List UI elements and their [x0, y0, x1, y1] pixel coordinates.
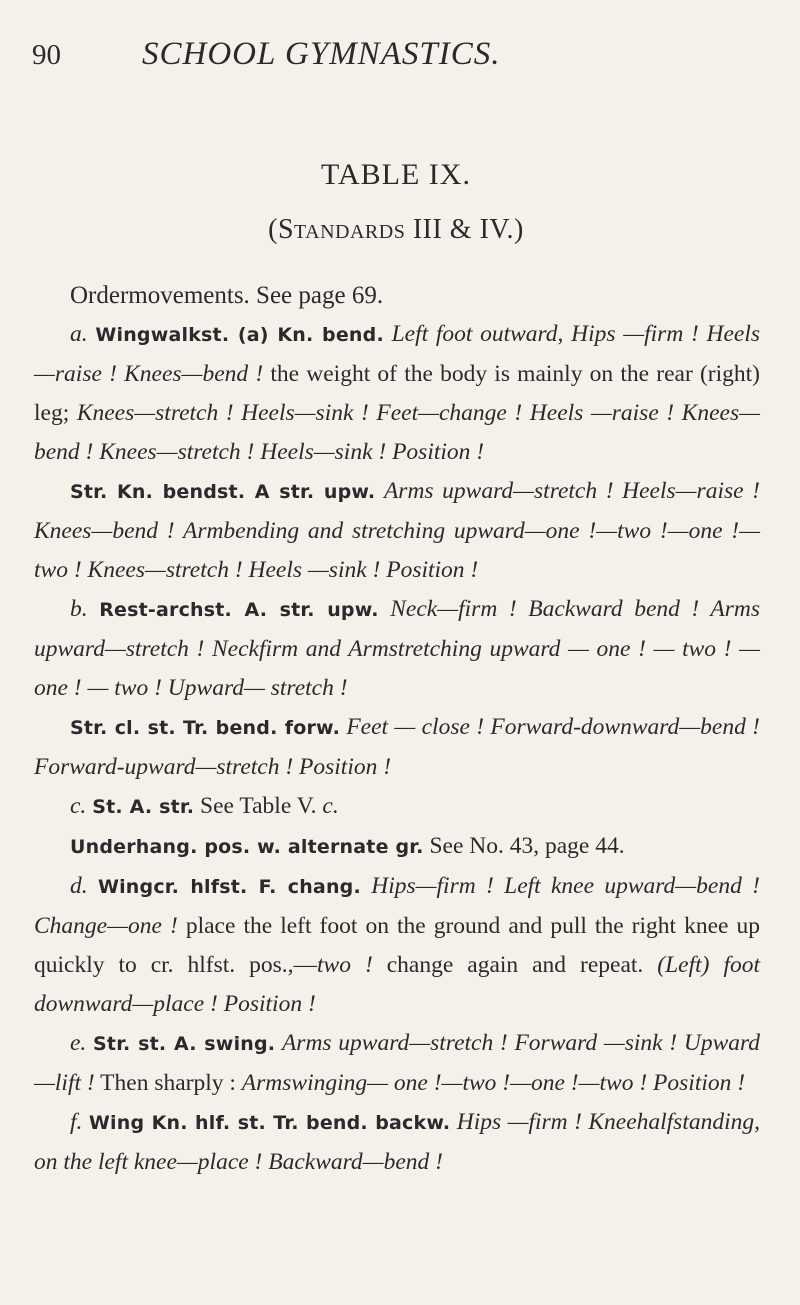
command-c-1: St. A. str. — [92, 796, 195, 818]
reference-c-1: See Table V. — [200, 793, 317, 819]
reference-c-2: See No. 43, page 44. — [429, 833, 625, 859]
paragraph-b — [34, 590, 760, 708]
paragraph-intro — [34, 276, 760, 315]
command-a-1: Wingwalkst. (a) Kn. bend. — [95, 324, 384, 346]
paragraph-c — [34, 787, 760, 827]
section-label-f: f. — [70, 1109, 83, 1135]
instruction-d-2: two ! — [317, 952, 373, 978]
note-d-1: place the left foot on the ground and pull the right knee up quickly to cr. hlfst. pos.,— — [34, 913, 760, 978]
paragraph-c-2 — [34, 827, 760, 867]
instruction-d-1: Hips—firm ! Left knee upward—bend ! Change—one ! — [34, 873, 760, 939]
command-a-2: Str. Kn. bendst. A str. upw. — [70, 481, 376, 503]
body-text — [32, 276, 760, 1182]
paragraph-e — [34, 1024, 760, 1103]
command-c-2: Underhang. pos. w. alternate gr. — [70, 836, 424, 858]
instruction-a-3: Arms upward—stretch ! Heels—raise ! Knees—bend ! Armbending and stretching upward—one !—two !—one !—two ! Knees—stretch ! Heels —sink ! Position ! — [34, 478, 760, 583]
section-label-d: d. — [70, 873, 88, 899]
instruction-b-1: Neck—firm ! Backward bend ! Arms upward—stretch ! Neckfirm and Armstretching upward — one ! — two ! — one ! — two ! Upward— stretch ! — [34, 596, 760, 701]
command-b-2: Str. cl. st. Tr. bend. forw. — [70, 717, 340, 739]
instruction-a-1: Left foot outward, Hips —firm ! Heels—raise ! Knees—bend ! — [34, 321, 761, 387]
command-f-1: Wing Kn. hlf. st. Tr. bend. backw. — [88, 1112, 451, 1134]
reference-c-letter: c. — [322, 793, 339, 819]
running-title: SCHOOL GYMNASTICS. — [142, 36, 501, 72]
instruction-b-2: Feet — close ! Forward-downward—bend ! Forward-upward—stretch ! Position ! — [34, 714, 760, 780]
instruction-e-2: Armswinging— one !—two !—one !—two ! Position ! — [241, 1070, 746, 1096]
note-d-2: change again and repeat. — [386, 952, 644, 978]
note-a-1: the weight of the body is mainly on the rear (right) leg; — [34, 361, 760, 426]
intro-text: Ordermovements. See page 69. — [70, 282, 384, 309]
paragraph-f — [34, 1103, 760, 1182]
running-head — [32, 36, 760, 100]
section-label-e: e. — [70, 1030, 87, 1056]
paragraph-a-2 — [34, 472, 760, 590]
paragraph-b-2 — [34, 708, 760, 787]
instruction-a-2: Knees—stretch ! Heels—sink ! Feet—change ! Heels —raise ! Knees—bend ! Knees—stretch ! Heels—sink ! Position ! — [34, 400, 761, 465]
command-e-1: Str. st. A. swing. — [93, 1033, 276, 1055]
paragraph-d — [34, 867, 760, 1024]
paragraph-a — [34, 315, 760, 472]
table-title: TABLE IX. — [321, 158, 471, 191]
standards-subtitle: (Standards III & IV.) — [268, 214, 524, 245]
instruction-e-1: Arms upward—stretch ! Forward —sink ! Upward—lift ! — [34, 1030, 761, 1096]
section-label-b: b. — [70, 596, 88, 622]
instruction-f-1: Hips —firm ! Kneehalfstanding, on the left knee—place ! Backward—bend ! — [34, 1109, 761, 1175]
command-b-1: Rest-archst. A. str. upw. — [99, 599, 379, 621]
section-label-a: a. — [70, 321, 88, 347]
note-e-1: Then sharply : — [100, 1070, 236, 1096]
section-label-c: c. — [70, 793, 87, 819]
instruction-d-3: (Left) foot downward—place ! Position ! — [34, 952, 761, 1017]
page-number: 90 — [32, 39, 61, 71]
command-d-1: Wingcr. hlfst. F. chang. — [97, 876, 361, 898]
